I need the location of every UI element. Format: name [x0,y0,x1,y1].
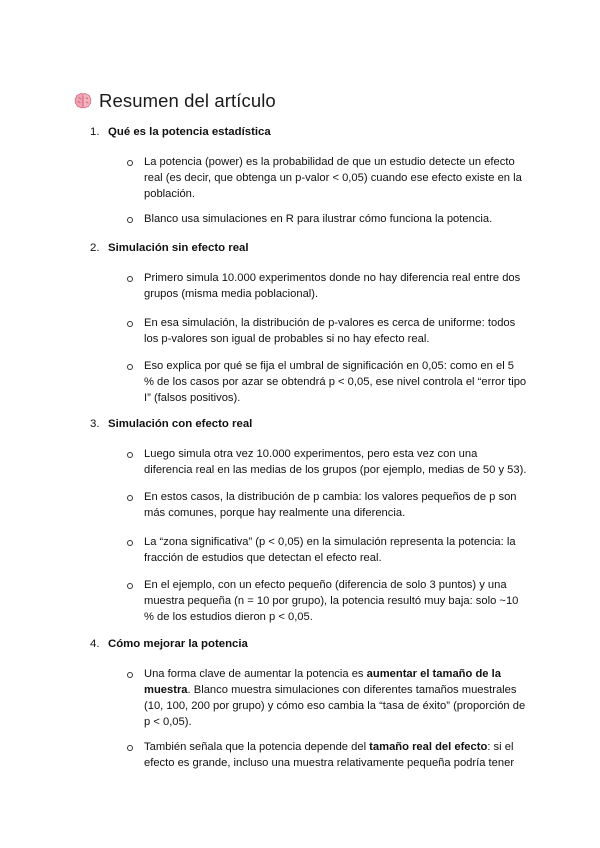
list-item [127,315,527,347]
text-run: También señala que la potencia depende del [144,741,370,753]
section-2-heading [90,242,249,254]
bullet-icon [127,276,133,282]
list-item-text: Blanco usa simulaciones en R para ilustrar cómo funciona la potencia. [144,213,493,225]
section-number: 4. [90,638,100,650]
bold-text: aumentar el tamaño de la muestra [144,668,501,696]
bullet-icon [127,364,133,370]
section-title: Simulación con efecto real [108,418,253,430]
bullet-icon [127,217,133,223]
text-run: : si el efecto es grande, incluso una muestra relativamente pequeña podría tener [144,741,515,769]
page-title: Resumen del artículo [99,90,276,111]
brain-icon [73,91,93,111]
list-item [127,489,527,521]
section-title: Simulación sin efecto real [108,242,249,254]
list-item [127,358,527,406]
list-item-text: En el ejemplo, con un efecto pequeño (diferencia de solo 3 puntos) y una muestra pequeña (n = 10 por grupo), la potencia resultó muy baja: solo ~10 % de los estudios dieron p < 0,05. [144,579,519,623]
list-item-text: Primero simula 10.000 experimentos donde no hay diferencia real entre dos grupos (misma media poblacional). [144,272,521,300]
list-item-text [144,739,527,771]
text-run: Una forma clave de aumentar la potencia es [144,668,367,680]
section-number: 3. [90,418,100,430]
bullet-icon [127,160,133,166]
section-3-heading [90,418,252,430]
list-item-text [144,666,527,730]
list-item [127,211,527,227]
section-number: 2. [90,242,100,254]
list-item [127,577,527,625]
bullet-icon [127,321,133,327]
document-heading [73,90,276,112]
bullet-icon [127,540,133,546]
list-item [127,154,527,202]
bullet-icon [127,452,133,458]
list-item-text: En estos casos, la distribución de p cambia: los valores pequeños de p son más comunes, porque hay realmente una diferencia. [144,491,517,519]
list-item-text: En esa simulación, la distribución de p-valores es cerca de uniforme: todos los p-valores son igual de probables si no hay efecto real. [144,317,516,345]
section-4-heading [90,638,248,650]
list-item [127,534,527,566]
list-item [127,270,527,302]
list-item-text: Eso explica por qué se fija el umbral de significación en 0,05: como en el 5 % de los casos por azar se obtendrá p < 0,05, ese nivel controla el “error tipo I” (falsos positivos). [144,360,527,404]
list-item-text: La potencia (power) es la probabilidad de que un estudio detecte un efecto real (es decir, que obtenga un p-valor < 0,05) cuando ese efecto existe en la población. [144,156,522,200]
section-title: Qué es la potencia estadística [108,126,271,138]
list-item [127,666,527,730]
section-1-heading [90,126,271,138]
bold-text: tamaño real del efecto [369,741,488,753]
list-item-text: La “zona significativa” (p < 0,05) en la simulación representa la potencia: la fracción de estudios que detectan el efecto real. [144,536,516,564]
bullet-icon [127,672,133,678]
bullet-icon [127,583,133,589]
list-item [127,446,527,478]
bullet-icon [127,745,133,751]
section-number: 1. [90,126,100,138]
list-item-text: Luego simula otra vez 10.000 experimentos, pero esta vez con una diferencia real en las medias de los grupos (por ejemplo, medias de 50 y 53). [144,448,527,476]
text-run: . Blanco muestra simulaciones con diferentes tamaños muestrales (10, 100, 200 por grupo) y cómo eso cambia la “tasa de éxito” (proporción de p < 0,05). [144,684,526,728]
section-title: Cómo mejorar la potencia [108,638,248,650]
bullet-icon [127,495,133,501]
list-item [127,739,527,771]
